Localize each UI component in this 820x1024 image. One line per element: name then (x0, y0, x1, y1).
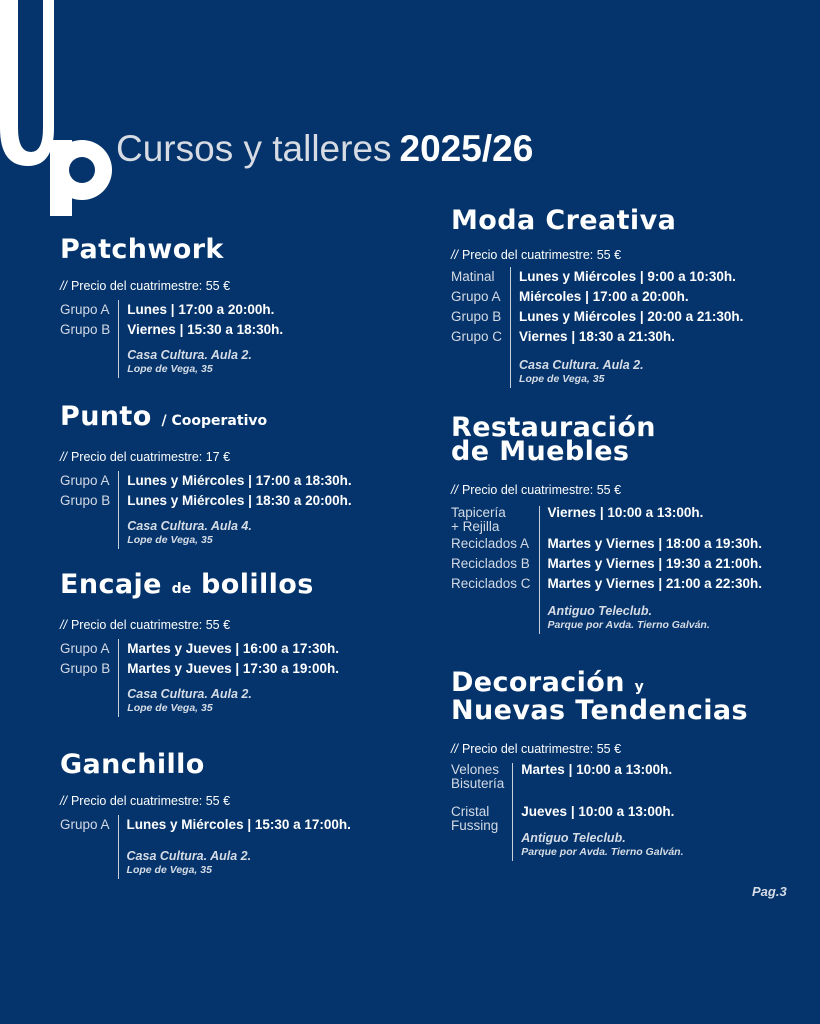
group-label: Matinal (451, 269, 495, 284)
venue-address: Lope de Vega, 35 (127, 363, 213, 375)
schedule-row: Viernes | 15:30 a 18:30h. (127, 322, 284, 337)
schedule-row: Lunes | 17:00 a 20:00h. (127, 302, 275, 317)
time: 16:00 a 17:30h. (242, 641, 339, 656)
group-column (60, 300, 110, 378)
course-title: Patchwork (60, 234, 224, 265)
days: Miércoles (519, 289, 582, 304)
group-column (451, 267, 502, 388)
group-line2: Bisutería (451, 776, 505, 791)
title-line2: Nuevas Tendencias (451, 695, 748, 726)
days: Jueves (521, 804, 568, 819)
page-number: Pag.3 (752, 884, 787, 899)
schedule-column (118, 815, 351, 879)
venue-address: Lope de Vega, 35 (519, 373, 605, 385)
course-title: Moda Creativa (451, 205, 677, 236)
schedule-row: Lunes y Miércoles | 15:30 a 17:00h. (126, 817, 351, 832)
title-b: de (171, 581, 192, 597)
schedule-column (510, 267, 743, 388)
time: 20:00 a 21:30h. (647, 309, 744, 324)
time: 15:30 a 18:30h. (187, 322, 284, 337)
schedule-row: Martes | 10:00 a 13:00h. (521, 762, 673, 777)
title-c: bolillos (201, 569, 314, 600)
time: 10:00 a 13:00h. (607, 505, 704, 520)
group-column (60, 471, 110, 549)
course-title: Ganchillo (60, 749, 205, 780)
course-encaje (60, 569, 339, 717)
schedule-column (118, 300, 283, 378)
course-title (451, 412, 762, 467)
schedule-row: Miércoles | 17:00 a 20:00h. (519, 289, 689, 304)
time: 19:30 a 21:00h. (665, 556, 762, 571)
course-ganchillo (60, 749, 351, 879)
group-line2: Fussing (451, 818, 499, 833)
group-column (451, 506, 531, 634)
schedule (60, 639, 339, 717)
group-label (451, 506, 531, 534)
title-year: 2025/26 (399, 128, 534, 169)
schedule-column (539, 506, 762, 634)
course-moda (451, 205, 744, 388)
venue (519, 347, 743, 388)
group-label: Grupo A (60, 817, 110, 832)
course-patchwork (60, 234, 284, 378)
schedule-row: Lunes y Miércoles | 20:00 a 21:30h. (519, 309, 744, 324)
title-a: Encaje (60, 569, 162, 600)
title-sub: / Cooperativo (161, 413, 268, 429)
group-label: Grupo A (60, 302, 110, 317)
price-text: Precio del cuatrimestre: 17 € (70, 450, 231, 464)
schedule-row: Viernes | 18:30 a 21:30h. (519, 329, 675, 344)
group-label: Grupo B (60, 322, 111, 337)
schedule-column (512, 763, 683, 861)
time: 18:30 a 20:00h. (255, 493, 352, 508)
group-label: Reciclados B (451, 556, 530, 571)
time: 17:00 a 20:00h. (592, 289, 689, 304)
title-line1: Restauración (451, 412, 656, 443)
title-word: Decoración (451, 667, 625, 698)
group-label: Grupo A (60, 473, 110, 488)
course-title (451, 667, 748, 726)
days: Viernes (127, 322, 176, 337)
venue-name: Casa Cultura. Aula 2. (127, 687, 252, 701)
schedule-row: Martes y Viernes | 21:00 a 22:30h. (547, 576, 762, 591)
venue (127, 679, 339, 717)
price-text: Precio del cuatrimestre: 55 € (70, 794, 231, 808)
schedule (451, 267, 743, 388)
days: Lunes y Miércoles (519, 309, 637, 324)
days: Viernes (519, 329, 568, 344)
price-text: Precio del cuatrimestre: 55 € (70, 279, 231, 293)
group-label (451, 763, 504, 805)
price-text: Precio del cuatrimestre: 55 € (461, 483, 622, 497)
price-line: // Precio del cuatrimestre: 17 € (60, 450, 231, 464)
title-line2: de Muebles (451, 436, 630, 467)
schedule-row: Martes y Jueves | 16:00 a 17:30h. (127, 641, 339, 656)
venue-address: Lope de Vega, 35 (127, 702, 213, 714)
group-column (451, 763, 504, 861)
days: Lunes y Miércoles (519, 269, 637, 284)
schedule-column (118, 639, 339, 717)
days: Martes y Viernes (547, 536, 655, 551)
price-text: Precio del cuatrimestre: 55 € (70, 618, 231, 632)
price-line: // Precio del cuatrimestre: 55 € (451, 483, 622, 497)
time: 17:30 a 19:00h. (242, 661, 339, 676)
days: Lunes y Miércoles (127, 473, 245, 488)
schedule-row: Martes y Viernes | 19:30 a 21:00h. (547, 556, 762, 571)
schedule-row: Jueves | 10:00 a 13:00h. (521, 804, 675, 819)
schedule (451, 763, 748, 861)
group-line1: Tapicería (451, 505, 506, 520)
course-decoracion (451, 667, 748, 861)
venue (127, 511, 351, 549)
time: 10:00 a 13:00h. (578, 804, 675, 819)
venue-address: Lope de Vega, 35 (126, 864, 212, 876)
venue-address: Parque por Avda. Tierno Galván. (547, 619, 710, 631)
days: Martes y Viernes (547, 576, 655, 591)
schedule (451, 506, 762, 634)
price-line: // Precio del cuatrimestre: 55 € (60, 618, 231, 632)
venue (548, 594, 762, 634)
days: Lunes (127, 302, 168, 317)
venue-name: Casa Cultura. Aula 4. (127, 519, 252, 533)
time: 9:00 a 10:30h. (647, 269, 736, 284)
days: Martes y Jueves (127, 641, 232, 656)
time: 10:00 a 13:00h. (576, 762, 673, 777)
time: 21:00 a 22:30h. (665, 576, 762, 591)
time: 17:00 a 20:00h. (178, 302, 275, 317)
time: 17:00 a 18:30h. (255, 473, 352, 488)
venue-address: Parque por Avda. Tierno Galván. (521, 846, 684, 858)
venue-name: Casa Cultura. Aula 2. (519, 358, 644, 372)
title-main: Punto (60, 401, 152, 432)
venue-address: Lope de Vega, 35 (127, 534, 213, 546)
course-restauracion (451, 412, 762, 634)
time: 18:30 a 21:30h. (578, 329, 675, 344)
venue-name: Casa Cultura. Aula 2. (126, 849, 252, 863)
days: Viernes (547, 505, 597, 520)
price-line: // Precio del cuatrimestre: 55 € (451, 248, 622, 262)
schedule-row: Martes y Jueves | 17:30 a 19:00h. (127, 661, 339, 676)
venue-name: Antiguo Teleclub. (547, 604, 652, 618)
schedule-row: Lunes y Miércoles | 18:30 a 20:00h. (127, 493, 352, 508)
days: Martes y Jueves (127, 661, 232, 676)
group-label: Grupo B (451, 309, 502, 324)
group-label: Grupo B (60, 493, 111, 508)
schedule-row: Martes y Viernes | 18:00 a 19:30h. (547, 536, 762, 551)
schedule-row: Lunes y Miércoles | 9:00 a 10:30h. (519, 269, 736, 284)
group-label: Grupo C (451, 329, 503, 344)
venue-name: Casa Cultura. Aula 2. (127, 348, 252, 362)
venue-name: Antiguo Teleclub. (521, 831, 626, 845)
price-line: // Precio del cuatrimestre: 55 € (451, 742, 622, 756)
course-punto (60, 401, 352, 549)
group-column (60, 815, 110, 879)
days: Martes y Viernes (547, 556, 655, 571)
group-label: Grupo A (60, 641, 110, 656)
schedule-row: Lunes y Miércoles | 17:00 a 18:30h. (127, 473, 352, 488)
schedule (60, 300, 283, 378)
group-label: Grupo A (451, 289, 501, 304)
group-label: Reciclados C (451, 576, 531, 591)
group-label: Reciclados A (451, 536, 530, 551)
venue (127, 340, 283, 378)
group-line1: Velones (451, 762, 500, 777)
price-line: // Precio del cuatrimestre: 55 € (60, 794, 231, 808)
schedule-column (118, 471, 351, 549)
days: Lunes y Miércoles (127, 493, 245, 508)
venue (521, 827, 683, 861)
group-line1: Cristal (451, 804, 490, 819)
days: Lunes y Miércoles (126, 817, 244, 832)
venue (127, 835, 351, 879)
title-main: Cursos y talleres (116, 128, 392, 169)
price-line: // Precio del cuatrimestre: 55 € (60, 279, 231, 293)
course-title (60, 569, 339, 601)
time: 15:30 a 17:00h. (254, 817, 351, 832)
price-text: Precio del cuatrimestre: 55 € (461, 248, 622, 262)
page-title (116, 128, 533, 170)
schedule (60, 471, 352, 549)
days: Martes (521, 762, 565, 777)
price-text: Precio del cuatrimestre: 55 € (461, 742, 622, 756)
up-logo (0, 0, 118, 222)
title-conj: y (634, 679, 644, 695)
group-label (451, 805, 504, 833)
time: 18:00 a 19:30h. (665, 536, 762, 551)
group-label: Grupo B (60, 661, 111, 676)
group-column (60, 639, 110, 717)
group-line2: + Rejilla (451, 519, 500, 534)
schedule (60, 815, 351, 879)
schedule-row: Viernes | 10:00 a 13:00h. (547, 505, 704, 520)
course-title (60, 401, 352, 433)
